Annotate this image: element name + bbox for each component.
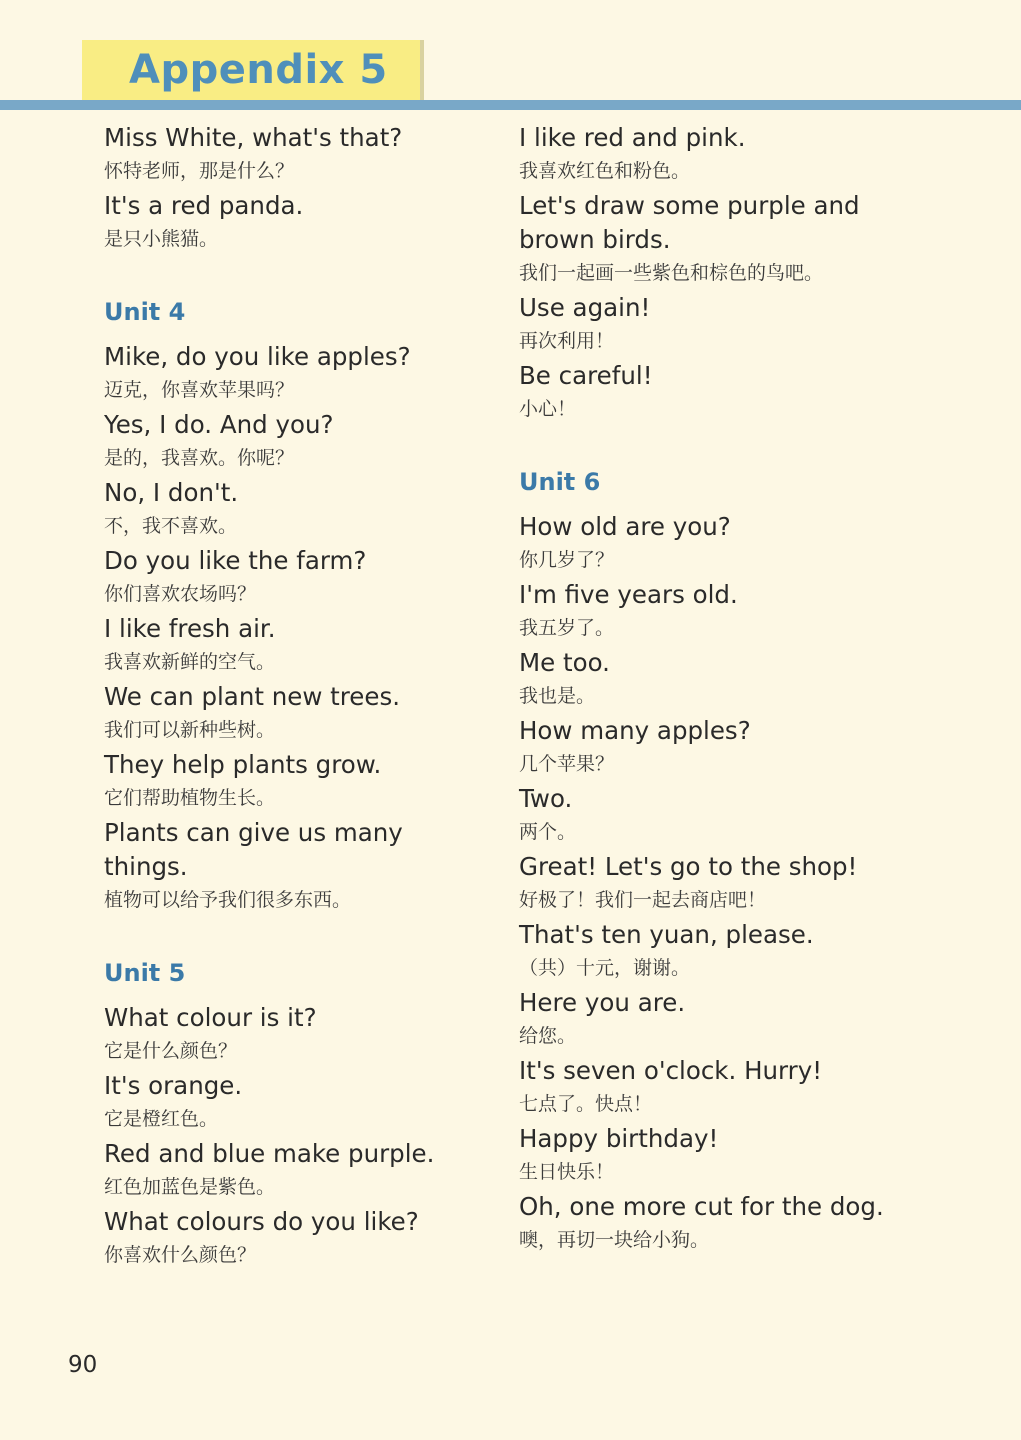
page-number: 90 xyxy=(68,1352,98,1378)
phrase-english: That's ten yuan, please. xyxy=(519,920,814,949)
phrase-english: I like fresh air. xyxy=(104,614,276,643)
phrase-english: It's orange. xyxy=(104,1071,243,1100)
phrase-chinese: 几个苹果？ xyxy=(519,753,615,775)
phrase-english: Happy birthday! xyxy=(519,1124,719,1153)
phrase-chinese: 好极了！我们一起去商店吧！ xyxy=(519,889,767,911)
phrase-english: I'm five years old. xyxy=(519,580,738,609)
phrase-english: They help plants grow. xyxy=(104,750,382,779)
phrase-english: Use again! xyxy=(519,293,651,322)
phrase-chinese: 不，我不喜欢。 xyxy=(104,515,238,537)
phrase-english: No, I don't. xyxy=(104,478,239,507)
phrase-english: Let's draw some purple and brown birds. xyxy=(519,191,860,254)
phrase-english: Do you like the farm? xyxy=(104,546,367,575)
unit-4-heading: Unit 4 xyxy=(104,298,186,326)
phrase-english: It's a red panda. xyxy=(104,191,304,220)
phrase-chinese: 红色加蓝色是紫色。 xyxy=(104,1176,276,1198)
phrase-chinese: 迈克，你喜欢苹果吗？ xyxy=(104,379,295,401)
phrase-chinese: 我们可以新种些树。 xyxy=(104,719,276,741)
phrase-english: Me too. xyxy=(519,648,610,677)
phrase-chinese: 我也是。 xyxy=(519,685,596,707)
phrase-english: Great! Let's go to the shop! xyxy=(519,852,858,881)
phrase-chinese: 我们一起画一些紫色和棕色的鸟吧。 xyxy=(519,262,824,284)
unit-5-heading: Unit 5 xyxy=(104,959,186,987)
phrase-chinese: 它们帮助植物生长。 xyxy=(104,787,276,809)
phrase-english: Be careful! xyxy=(519,361,653,390)
phrase-chinese: 你们喜欢农场吗？ xyxy=(104,583,257,605)
right-column xyxy=(519,120,919,1257)
phrase-english: Yes, I do. And you? xyxy=(104,410,334,439)
phrase-chinese: 它是什么颜色？ xyxy=(104,1040,238,1062)
phrase-english: We can plant new trees. xyxy=(104,682,401,711)
phrase-english: Miss White, what's that? xyxy=(104,123,403,152)
phrase-english: Mike, do you like apples? xyxy=(104,342,411,371)
phrase-chinese: 它是橙红色。 xyxy=(104,1108,219,1130)
phrase-english: It's seven o'clock. Hurry! xyxy=(519,1056,823,1085)
phrase-chinese: 再次利用！ xyxy=(519,330,615,352)
phrase-english: Two. xyxy=(519,784,573,813)
phrase-english: What colours do you like? xyxy=(104,1207,419,1236)
phrase-english: How many apples? xyxy=(519,716,751,745)
phrase-chinese: 两个。 xyxy=(519,821,577,843)
unit-6-heading: Unit 6 xyxy=(519,468,601,496)
phrase-chinese: 是只小熊猫。 xyxy=(104,228,219,250)
phrase-chinese: 怀特老师，那是什么？ xyxy=(104,160,295,182)
phrase-english: How old are you? xyxy=(519,512,731,541)
phrase-chinese: 植物可以给予我们很多东西。 xyxy=(104,889,352,911)
phrase-chinese: 生日快乐！ xyxy=(519,1161,615,1183)
phrase-chinese: 噢，再切一块给小狗。 xyxy=(519,1229,710,1251)
header-rule xyxy=(0,100,1021,110)
phrase-chinese: 我喜欢新鲜的空气。 xyxy=(104,651,276,673)
phrase-chinese: 你几岁了？ xyxy=(519,549,615,571)
phrase-english: Oh, one more cut for the dog. xyxy=(519,1192,884,1221)
page-title: Appendix 5 xyxy=(129,47,388,93)
phrase-english: What colour is it? xyxy=(104,1003,317,1032)
phrase-chinese: 我五岁了。 xyxy=(519,617,615,639)
phrase-chinese: （共）十元，谢谢。 xyxy=(519,957,691,979)
phrase-chinese: 七点了。快点！ xyxy=(519,1093,653,1115)
phrase-chinese: 给您。 xyxy=(519,1025,577,1047)
phrase-english: Here you are. xyxy=(519,988,686,1017)
left-column xyxy=(104,120,484,1272)
phrase-english: I like red and pink. xyxy=(519,123,746,152)
phrase-english: Plants can give us many things. xyxy=(104,818,403,881)
phrase-chinese: 小心！ xyxy=(519,398,577,420)
phrase-chinese: 你喜欢什么颜色？ xyxy=(104,1244,257,1266)
phrase-english: Red and blue make purple. xyxy=(104,1139,435,1168)
phrase-chinese: 我喜欢红色和粉色。 xyxy=(519,160,691,182)
phrase-chinese: 是的，我喜欢。你呢？ xyxy=(104,447,295,469)
